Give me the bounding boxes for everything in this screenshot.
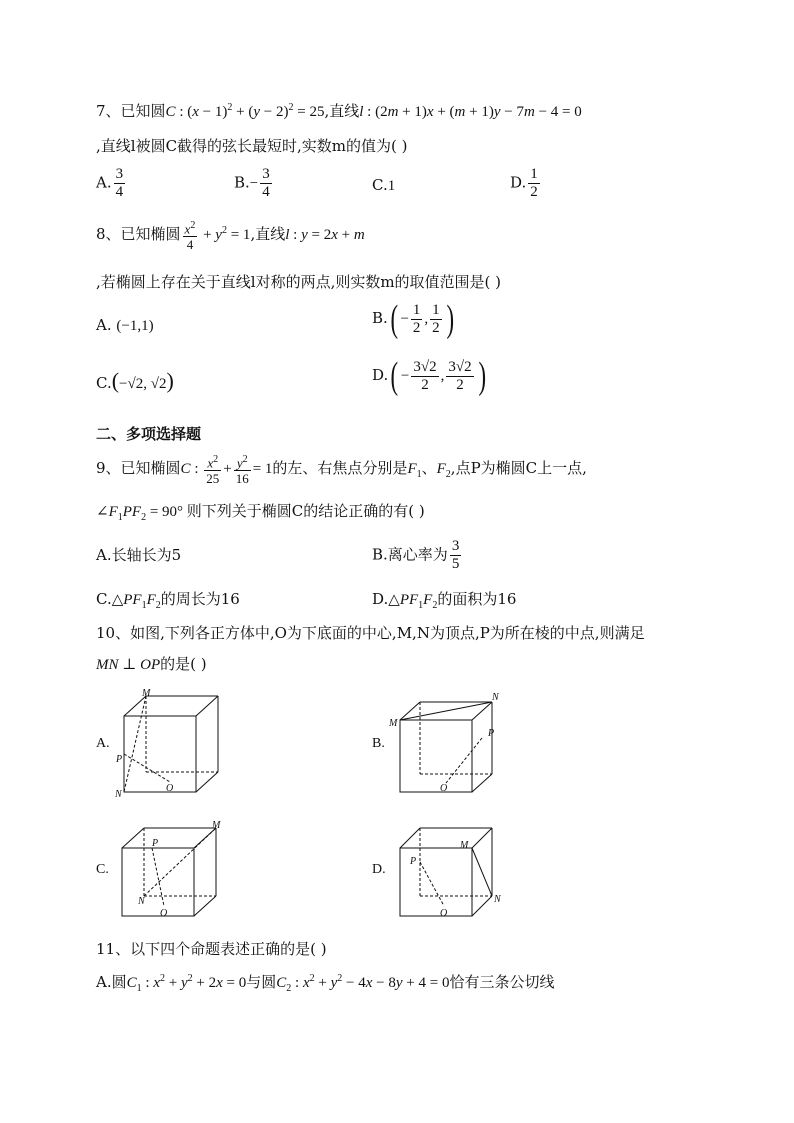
svg-text:O: O: [440, 783, 448, 794]
q9-option-a[interactable]: A.长轴长为5: [96, 546, 182, 564]
q10-option-b-label[interactable]: B.: [372, 736, 385, 751]
q7-option-c[interactable]: C.1: [372, 176, 396, 194]
svg-text:O: O: [160, 908, 168, 919]
q9-option-c[interactable]: $C.\triangle PF_1F_2$的周长为16: [96, 590, 240, 611]
q11-option-a[interactable]: A.圆$C_1$ : $x^2 + y^2 + 2x = 0$与圆$C_2$ : $x^2 + y^2 - 4x - 8y + 4 = 0$恰有三条公切线: [96, 973, 555, 994]
q10-option-c-label[interactable]: C.: [96, 862, 109, 877]
q7-option-a[interactable]: A. $\frac{3}{4}$: [96, 166, 124, 200]
q10-option-a-label[interactable]: A.: [96, 736, 110, 751]
point-label-o: O: [166, 783, 174, 794]
q11-stem: 11、以下四个命题表述正确的是( ): [96, 940, 327, 958]
q8-stem-line2: ,若椭圆上存在关于直线l对称的两点,则实数m的取值范围是( ): [96, 273, 502, 291]
q7-option-d[interactable]: D. $\frac{1}{2}$: [510, 166, 538, 200]
svg-text:M: M: [389, 718, 398, 729]
q10-stem-line2: MN ⊥ OP的是( ): [96, 655, 207, 673]
svg-text:O: O: [440, 908, 448, 919]
q9-option-b[interactable]: B.离心率为 $\frac{3}{5}$: [372, 538, 460, 572]
svg-text:M: M: [212, 820, 221, 831]
q10-option-d-label[interactable]: D.: [372, 862, 386, 877]
q9-stem: 9、已知椭圆C : $\frac{x^2}{25}$ + $\frac{y^2}{16}$ = 1的左、右焦点分别是$F_1$、$F_2$,点P为椭圆C上一点,: [96, 454, 587, 487]
q8-prefix: 8、已知椭圆: [96, 225, 181, 244]
svg-text:P: P: [488, 728, 495, 739]
q9-stem-line2: $\angle F_1PF_2 = 90^\circ$ 则下列关于椭圆C的结论正确的有( ): [96, 502, 425, 523]
cube-figure-b[interactable]: [388, 690, 502, 800]
point-label-m: M: [142, 688, 151, 699]
svg-text:N: N: [492, 692, 499, 703]
section-heading: 二、多项选择题: [96, 425, 202, 443]
q8-mid: ,直线: [250, 225, 286, 244]
svg-text:P: P: [410, 856, 417, 867]
q8-stem: 8、已知椭圆 $\frac{x^2}{4}$ + $y^2 = 1$,直线l : y = 2x + m: [96, 220, 365, 253]
point-label-n: N: [115, 789, 122, 800]
q8-option-d[interactable]: D.( − $\frac{3√2}{2}$ , $\frac{3√2}{2}$ ): [372, 355, 486, 397]
q8-option-b[interactable]: B.( − $\frac{1}{2}$ , $\frac{1}{2}$ ): [372, 298, 454, 340]
svg-text:N: N: [138, 896, 145, 907]
q7-prefix: 7、已知圆: [96, 102, 166, 120]
point-label-p: P: [116, 754, 123, 765]
cube-figure-d[interactable]: [390, 818, 502, 924]
q7-stem-line2: ,直线l被圆C截得的弦长最短时,实数m的值为( ): [96, 137, 408, 155]
q7-mid: ,直线: [324, 102, 360, 120]
cube-figure-a[interactable]: [114, 686, 224, 802]
q10-stem: 10、如图,下列各正方体中,O为下底面的中心,M,N为顶点,P为所在棱的中点,则满足: [96, 624, 645, 642]
q9-option-d[interactable]: $D.\triangle PF_1F_2$的面积为16: [372, 590, 517, 611]
q7-option-b[interactable]: B.− $\frac{3}{4}$: [234, 166, 270, 200]
cube-figure-c[interactable]: [114, 818, 226, 924]
q8-option-a[interactable]: A. (−1,1): [96, 316, 154, 334]
svg-text:P: P: [152, 838, 159, 849]
q7-stem: 7、已知圆C : $(x - 1)^2 + (y - 2)^2 = 25$,直线l : (2m + 1)x + (m + 1)y − 7m − 4 = 0: [96, 102, 582, 120]
svg-text:M: M: [460, 840, 469, 851]
q8-option-c[interactable]: C.(−√2, √2): [96, 368, 174, 393]
svg-text:N: N: [494, 894, 501, 905]
